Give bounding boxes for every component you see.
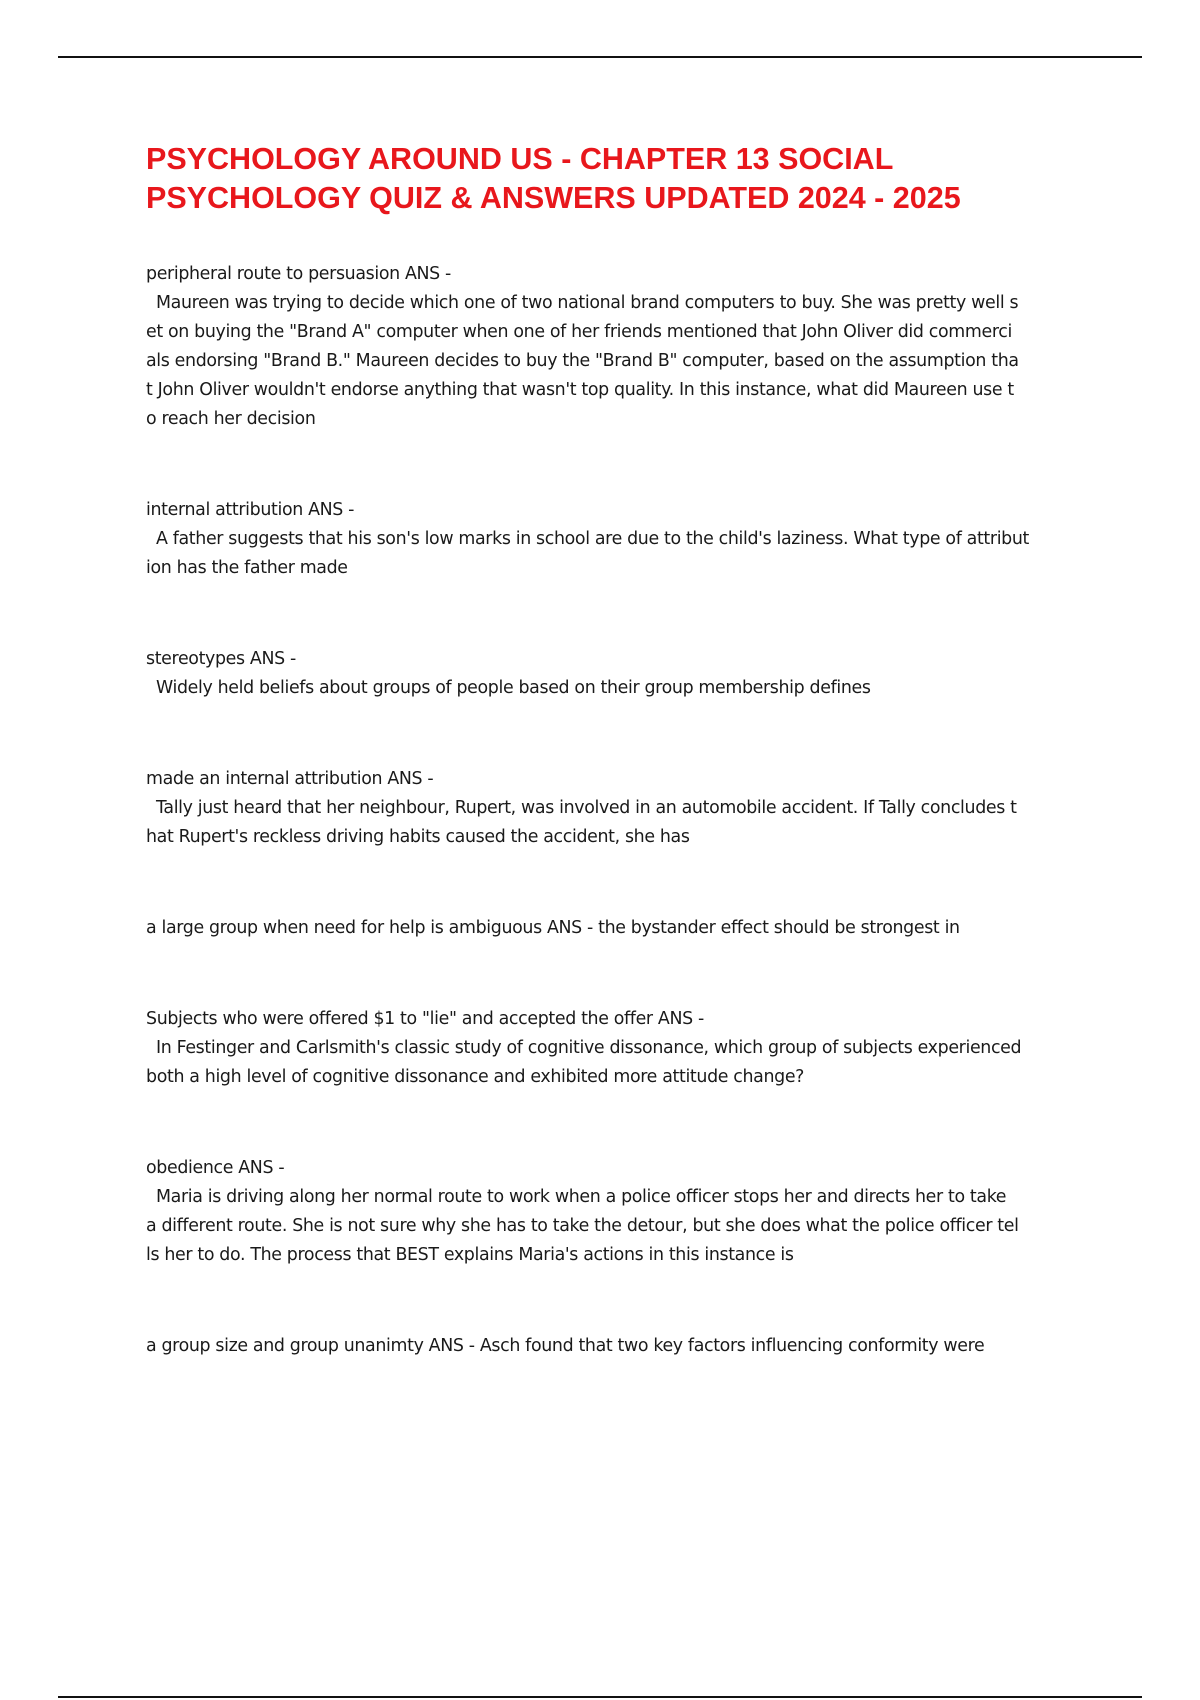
- question-text: In Festinger and Carlsmith's classic study of cognitive dissonance, which group of subjects experienced: [156, 1038, 1022, 1058]
- question-text: t John Oliver wouldn't endorse anything that wasn't top quality. In this instance, what did Maureen use t: [146, 380, 1014, 400]
- bottom-rule: [58, 1696, 1142, 1698]
- question-text: Maureen was trying to decide which one of two national brand computers to buy. She was pretty well s: [156, 293, 1019, 313]
- qa-entry: [146, 260, 1096, 434]
- answer-term: internal attribution ANS -: [146, 500, 355, 520]
- question-text: hat Rupert's reckless driving habits caused the accident, she has: [146, 827, 690, 847]
- answer-term: made an internal attribution ANS -: [146, 769, 434, 789]
- question-text: ion has the father made: [146, 558, 348, 578]
- qa-entry: [146, 914, 1096, 943]
- document-title: [146, 140, 1096, 218]
- question-text: a different route. She is not sure why she has to take the detour, but she does what the police officer tel: [146, 1216, 1019, 1236]
- qa-entry: [146, 1154, 1096, 1270]
- answer-term: Subjects who were offered $1 to "lie" and accepted the offer ANS -: [146, 1009, 704, 1029]
- title-line: PSYCHOLOGY QUIZ & ANSWERS UPDATED 2024 - 2025: [146, 181, 961, 215]
- qa-entry: [146, 496, 1096, 583]
- qa-entry: [146, 645, 1096, 703]
- question-text: et on buying the "Brand A" computer when one of her friends mentioned that John Oliver did commerci: [146, 322, 1012, 342]
- top-rule: [58, 56, 1142, 58]
- title-line: PSYCHOLOGY AROUND US - CHAPTER 13 SOCIAL: [146, 142, 894, 176]
- answer-term: obedience ANS -: [146, 1158, 285, 1178]
- question-text: Widely held beliefs about groups of people based on their group membership defines: [156, 678, 871, 698]
- answer-term: peripheral route to persuasion ANS -: [146, 264, 451, 284]
- document-page: [146, 140, 1096, 1361]
- qa-entry: [146, 765, 1096, 852]
- question-text: o reach her decision: [146, 409, 316, 429]
- question-text: Maria is driving along her normal route to work when a police officer stops her and directs her to take: [156, 1187, 1007, 1207]
- answer-term: a large group when need for help is ambiguous ANS - the bystander effect should be strongest in: [146, 918, 960, 938]
- question-text: A father suggests that his son's low marks in school are due to the child's laziness. What type of attribut: [156, 529, 1030, 549]
- answer-term: a group size and group unanimty ANS - Asch found that two key factors influencing conformity were: [146, 1336, 985, 1356]
- question-text: als endorsing "Brand B." Maureen decides to buy the "Brand B" computer, based on the assumption tha: [146, 351, 1019, 371]
- question-text: Tally just heard that her neighbour, Rupert, was involved in an automobile accident. If Tally concludes t: [156, 798, 1017, 818]
- question-text: both a high level of cognitive dissonance and exhibited more attitude change?: [146, 1067, 805, 1087]
- question-text: ls her to do. The process that BEST explains Maria's actions in this instance is: [146, 1245, 794, 1265]
- answer-term: stereotypes ANS -: [146, 649, 296, 669]
- qa-entry: [146, 1332, 1096, 1361]
- qa-entry: [146, 1005, 1096, 1092]
